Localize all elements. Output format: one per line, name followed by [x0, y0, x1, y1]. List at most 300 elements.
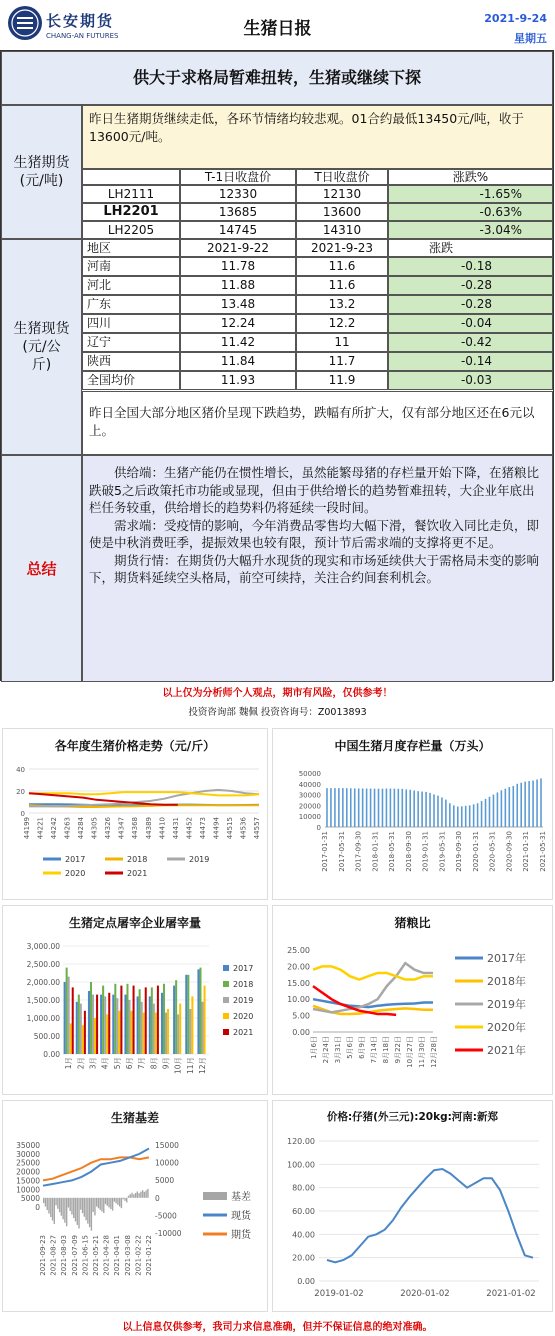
- tick-label: 44305: [90, 817, 99, 840]
- tick-label: 44326: [104, 817, 113, 840]
- spot-prev-price: 11.78: [180, 257, 296, 276]
- tick-label: 2021-07-09: [70, 1235, 79, 1276]
- tick-label: 15.00: [287, 978, 310, 988]
- bar: [137, 996, 139, 1054]
- bar: [374, 789, 376, 827]
- chart-basis-plot: [3, 1121, 267, 1311]
- bar: [102, 986, 104, 1054]
- bar: [509, 787, 511, 827]
- tick-label: 2月24日: [322, 1036, 330, 1064]
- tick-label: 2018-09-30: [404, 831, 413, 872]
- spot-region: 辽宁: [82, 333, 180, 352]
- tick-label: 35000: [16, 1141, 40, 1150]
- bar: [90, 982, 92, 1054]
- chart-title: 各年度生猪价格走势（元/斤）: [54, 739, 216, 753]
- tick-label: 0: [20, 810, 25, 818]
- legend-swatch: [223, 997, 229, 1003]
- bar: [394, 789, 396, 827]
- spot-change: -0.18: [388, 257, 553, 276]
- bar: [50, 1198, 51, 1217]
- tick-label: 0: [35, 1203, 40, 1212]
- bar: [107, 1198, 108, 1206]
- bar: [45, 1198, 46, 1207]
- bar: [334, 788, 336, 827]
- tick-label: -10000: [155, 1229, 182, 1238]
- tick-label: 11月30日: [418, 1036, 426, 1068]
- tick-label: 2021-04-28: [102, 1235, 111, 1276]
- tick-label: 20000: [16, 1167, 40, 1177]
- tick-label: 50000: [298, 770, 321, 778]
- bar: [342, 788, 344, 827]
- bar: [187, 975, 189, 1054]
- report-title: 生猪日报: [243, 19, 312, 39]
- bar: [71, 1198, 72, 1215]
- bar: [469, 805, 471, 827]
- tick-label: 20000: [298, 802, 321, 811]
- report-weekday: 星期五: [514, 32, 547, 45]
- legend-label: 期货: [231, 1230, 251, 1241]
- bar: [120, 986, 122, 1054]
- futures-contract: LH2201: [82, 203, 180, 221]
- tick-label: 1,000.00: [26, 1014, 60, 1023]
- bar: [103, 1198, 104, 1213]
- legend-label: 2020: [233, 1012, 254, 1021]
- summary-futures: 期货行情：在期货仍大幅升水现货的现实和市场延续供大于需格局未变的影响下，期货料延续空头格局，前空可续持，关注合约间套利机会。: [89, 552, 540, 585]
- tick-label: 44284: [77, 817, 86, 840]
- bar: [191, 996, 193, 1054]
- bar: [48, 1198, 49, 1214]
- bar: [82, 1198, 83, 1213]
- futures-close: 14310: [296, 221, 388, 239]
- spot-region: 全国均价: [82, 371, 180, 390]
- tick-label: 120.00: [287, 1137, 315, 1146]
- legend-label: 2017年: [487, 952, 526, 965]
- bar: [382, 789, 384, 827]
- bar: [61, 1198, 62, 1216]
- bar: [94, 1018, 96, 1054]
- bar: [118, 1011, 120, 1054]
- spot-region: 陕西: [82, 352, 180, 371]
- legend-swatch: [223, 981, 229, 987]
- bar: [47, 1198, 48, 1210]
- bar: [540, 778, 542, 827]
- bar: [64, 982, 66, 1054]
- tick-label: 2021-09-23: [39, 1235, 47, 1276]
- tick-label: 2019-01-31: [421, 831, 430, 872]
- bar: [157, 986, 159, 1054]
- series-line: [29, 792, 259, 795]
- bar: [524, 782, 526, 827]
- bar: [84, 1011, 86, 1054]
- bar: [106, 1014, 108, 1054]
- report-date: 2021-9-24: [484, 12, 547, 25]
- tick-label: 44389: [144, 817, 153, 840]
- bar: [59, 1198, 60, 1212]
- bar: [149, 996, 151, 1054]
- tick-label: 44452: [185, 817, 194, 840]
- bar: [88, 991, 90, 1054]
- tick-label: 40: [16, 766, 25, 774]
- tick-label: 5月: [112, 1057, 122, 1070]
- tick-label: 2,500.00: [26, 960, 60, 969]
- legend-label: 2021年: [487, 1044, 526, 1057]
- tick-label: 7月14日: [370, 1036, 378, 1064]
- bar: [390, 789, 392, 827]
- bar: [386, 789, 388, 827]
- bar: [532, 781, 534, 827]
- tick-label: 1月6日: [310, 1036, 318, 1059]
- bar: [445, 800, 447, 827]
- chart-title: 中国生猪月度存栏量（万头）: [334, 739, 491, 753]
- spot-price: 11.9: [296, 371, 388, 390]
- bar: [378, 789, 380, 827]
- bar: [425, 792, 427, 827]
- bar: [104, 996, 106, 1054]
- bar: [96, 995, 98, 1054]
- tick-label: 2021-05-31: [539, 831, 547, 872]
- bar: [516, 784, 518, 827]
- tick-label: 2021-02-22: [134, 1235, 143, 1276]
- bar: [43, 1198, 44, 1203]
- spot-price: 11.6: [296, 257, 388, 276]
- tick-label: 2021-06-15: [81, 1235, 90, 1276]
- tick-label: 5000: [155, 1176, 175, 1186]
- tick-label: -5000: [155, 1211, 177, 1221]
- disclaimer: 以上仅为分析师个人观点，期市有风险，仅供参考！: [162, 688, 393, 699]
- tick-label: 9月22日: [394, 1036, 402, 1064]
- bar: [473, 804, 475, 827]
- spot-prev-price: 11.88: [180, 276, 296, 295]
- summary-supply: 供给端：生猪产能仍在惯性增长，虽然能繁母猪的存栏量开始下降，在猪粮比跌破5之后政策托市功能或显现，但由于供给增长的趋势暂难扭转，大企业年底出栏任务较重，供给增长的趋势料仍将延续一段时间。: [89, 465, 540, 515]
- series-line: [313, 963, 433, 1012]
- legend-label: 2018: [127, 855, 148, 864]
- bar: [101, 1198, 102, 1212]
- bar: [421, 792, 423, 827]
- tick-label: 10.00: [287, 995, 310, 1005]
- bar: [189, 1009, 191, 1054]
- bar: [92, 995, 94, 1054]
- spot-price: 13.2: [296, 295, 388, 314]
- tick-label: 2017-09-30: [354, 831, 363, 872]
- chart-hog-grain-ratio-plot: [273, 926, 552, 1096]
- legend-label: 2017: [233, 964, 254, 973]
- bar: [465, 806, 467, 827]
- bar: [108, 1198, 109, 1208]
- tick-label: 2020-01-31: [471, 831, 480, 872]
- bar: [441, 797, 443, 827]
- spot-region: 四川: [82, 314, 180, 333]
- tick-label: 2020-01-02: [400, 1289, 450, 1299]
- bar: [346, 788, 348, 827]
- bar: [145, 1190, 146, 1197]
- futures-prev-close: 14745: [180, 221, 296, 239]
- tick-label: 0: [155, 1193, 160, 1203]
- bar: [85, 1198, 86, 1220]
- bar: [131, 1011, 133, 1054]
- analyst-info: 投资咨询部 魏佩 投资咨询号：Z0013893: [188, 707, 367, 718]
- bar: [52, 1198, 53, 1221]
- footer-note: 以上信息仅供参考，我司力求信息准确，但并不保证信息的绝对准确。: [122, 1322, 433, 1333]
- chart-price-by-year-plot: [3, 749, 267, 899]
- spot-header-cur: 2021-9-23: [296, 239, 388, 257]
- futures-contract: LH2111: [82, 185, 180, 203]
- bar: [141, 1002, 143, 1054]
- bar: [413, 790, 415, 827]
- bar: [145, 987, 147, 1054]
- bar: [70, 1023, 72, 1054]
- bar: [197, 969, 199, 1054]
- bar: [119, 1198, 120, 1207]
- bar: [358, 788, 360, 827]
- tick-label: 25000: [16, 1158, 40, 1168]
- bar: [117, 1198, 118, 1205]
- tick-label: 44263: [63, 817, 72, 840]
- bar: [493, 795, 495, 827]
- tick-label: 30000: [298, 791, 321, 800]
- tick-label: 2019-09-30: [455, 831, 464, 872]
- tick-label: 10000: [16, 1185, 40, 1195]
- spot-side-label: [1, 239, 82, 455]
- logo-name-cn: 长安期货: [46, 12, 115, 30]
- spot-prev-price: 11.42: [180, 333, 296, 352]
- bar: [124, 995, 126, 1054]
- bar: [417, 791, 419, 827]
- chart-inventory-plot: [273, 749, 552, 899]
- tick-label: 5月6日: [346, 1036, 354, 1059]
- logo-name-en: CHANG-AN FUTURES: [46, 32, 119, 40]
- spot-region: 河南: [82, 257, 180, 276]
- bar: [143, 1013, 145, 1054]
- bar: [126, 984, 128, 1054]
- tick-label: 80.00: [292, 1183, 315, 1193]
- tick-label: 3,000.00: [26, 942, 60, 951]
- futures-header-prev: T-1日收盘价: [180, 169, 296, 185]
- bar: [62, 1198, 63, 1219]
- bar: [366, 789, 368, 827]
- summary-label: 总结: [1, 455, 82, 682]
- bar: [437, 796, 439, 827]
- tick-label: 5.00: [292, 1011, 310, 1021]
- tick-label: 40.00: [292, 1230, 315, 1240]
- bar: [68, 977, 70, 1054]
- summary-body: [82, 455, 553, 682]
- futures-close: 12130: [296, 185, 388, 203]
- bar: [142, 1190, 143, 1198]
- bar: [501, 790, 503, 827]
- legend-label: 2019年: [487, 998, 526, 1011]
- bar: [140, 1192, 141, 1198]
- spot-change: -0.04: [388, 314, 553, 333]
- tick-label: 3月: [88, 1057, 98, 1070]
- bar: [91, 1198, 92, 1231]
- chart-slaughter-plot: [3, 926, 267, 1096]
- spot-header-chg: 涨跌: [388, 239, 553, 257]
- bar: [77, 1198, 78, 1225]
- tick-label: 44515: [225, 817, 234, 840]
- bar: [401, 789, 403, 827]
- bar: [121, 1198, 122, 1208]
- bar: [138, 1193, 139, 1198]
- tick-label: 2021-08-03: [60, 1235, 69, 1276]
- bar: [497, 792, 499, 827]
- bar: [165, 1013, 167, 1054]
- bar: [449, 803, 451, 827]
- bar: [110, 1198, 111, 1209]
- tick-label: 0.00: [297, 1277, 315, 1286]
- series-line: [327, 1169, 533, 1262]
- spot-prev-price: 13.48: [180, 295, 296, 314]
- spot-change: -0.42: [388, 333, 553, 352]
- tick-label: 2月: [76, 1057, 86, 1070]
- tick-label: 2018-05-31: [388, 831, 397, 872]
- spot-prev-price: 11.93: [180, 371, 296, 390]
- tick-label: 1月: [64, 1057, 74, 1070]
- bar: [354, 788, 356, 827]
- bar: [173, 986, 175, 1054]
- bar: [98, 1198, 99, 1208]
- bar: [128, 1196, 129, 1198]
- bar: [177, 1014, 179, 1054]
- spot-unit-2: 斤): [31, 357, 52, 373]
- futures-header-name: [82, 169, 180, 185]
- tick-label: 9月: [161, 1057, 171, 1070]
- legend-label: 2020年: [487, 1021, 526, 1034]
- bar: [80, 1198, 81, 1210]
- tick-label: 2017-05-31: [337, 831, 346, 872]
- bar: [70, 1198, 71, 1211]
- bar: [131, 1193, 132, 1198]
- tick-label: 2021-01-02: [486, 1289, 536, 1299]
- tick-label: 10月27日: [406, 1036, 414, 1068]
- tick-label: 20.00: [292, 1253, 315, 1263]
- tick-label: 44431: [171, 817, 180, 840]
- chart-basis: [2, 1100, 268, 1312]
- bar: [185, 975, 187, 1054]
- legend-label: 2020: [65, 869, 86, 878]
- bar: [144, 1192, 145, 1198]
- series-line: [29, 793, 178, 805]
- legend-swatch: [223, 965, 229, 971]
- bar: [409, 790, 411, 827]
- legend-label: 2018: [233, 980, 254, 989]
- chart-title: 生猪定点屠宰企业屠宰量: [68, 916, 201, 930]
- bar: [485, 799, 487, 827]
- tick-label: 2020-05-31: [488, 831, 497, 872]
- chart-piglet-price-plot: [273, 1121, 552, 1311]
- tick-label: 2021-08-27: [49, 1235, 58, 1276]
- tick-label: 6月9日: [358, 1036, 366, 1059]
- bar: [398, 789, 400, 827]
- tick-label: 25.00: [287, 946, 310, 955]
- bar: [536, 779, 538, 827]
- bar: [477, 803, 479, 827]
- bar: [512, 786, 514, 827]
- spot-change: -0.28: [388, 295, 553, 314]
- bar: [75, 1198, 76, 1222]
- spot-label: 生猪现货: [13, 321, 70, 337]
- series-line: [313, 966, 433, 979]
- tick-label: 2019-01-02: [314, 1289, 364, 1299]
- futures-header-chg: 涨跌%: [388, 169, 553, 185]
- bar: [112, 995, 114, 1054]
- tick-label: 60.00: [292, 1207, 315, 1216]
- bar: [92, 1198, 93, 1212]
- bar: [429, 793, 431, 827]
- bar: [116, 998, 118, 1054]
- tick-label: 15000: [16, 1176, 40, 1186]
- tick-label: 30000: [16, 1149, 40, 1159]
- chart-piglet-price: [272, 1100, 553, 1312]
- bar: [163, 984, 165, 1054]
- tick-label: 2017-01-31: [321, 831, 329, 872]
- tick-label: 2019-05-31: [438, 831, 447, 872]
- tick-label: 44557: [253, 817, 261, 840]
- futures-header-cur: T日收盘价: [296, 169, 388, 185]
- bar: [453, 805, 455, 827]
- tick-label: 3月31日: [334, 1036, 342, 1064]
- bar: [78, 1198, 79, 1229]
- bar: [147, 1189, 148, 1198]
- futures-prev-close: 12330: [180, 185, 296, 203]
- tick-label: 500.00: [33, 1032, 60, 1041]
- tick-label: 2021-03-08: [123, 1235, 132, 1276]
- bar: [155, 1013, 157, 1054]
- tick-label: 4月: [100, 1057, 110, 1070]
- report-headline: 供大于求格局暂难扭转，生猪或继续下探: [1, 51, 553, 105]
- bar: [114, 1198, 115, 1202]
- chart-hog-grain-ratio: [272, 905, 553, 1095]
- legend-swatch: [223, 1013, 229, 1019]
- report-header: [0, 0, 555, 48]
- legend-label: 2019: [189, 855, 210, 864]
- bar: [153, 1004, 155, 1054]
- bar: [350, 788, 352, 827]
- tick-label: 0.00: [292, 1028, 310, 1037]
- legend-label: 现货: [231, 1211, 251, 1222]
- legend-label: 2019: [233, 996, 254, 1005]
- bar: [78, 995, 80, 1054]
- bar: [405, 789, 407, 827]
- bar: [112, 1198, 113, 1211]
- chart-title: 价格:仔猪(外三元):20kg:河南:新郑: [326, 1111, 498, 1123]
- legend-swatch: [223, 1029, 229, 1035]
- bar: [94, 1198, 95, 1216]
- bar: [139, 989, 141, 1054]
- futures-comment: 昨日生猪期货继续走低，各环节情绪均较悲观。01合约最低13450元/吨，收于13600元/吨。: [82, 105, 553, 169]
- futures-change: -1.65%: [388, 185, 553, 203]
- bar: [133, 1194, 134, 1197]
- legend-label: 基差: [231, 1192, 251, 1203]
- bar: [126, 1198, 127, 1203]
- spot-price: 12.2: [296, 314, 388, 333]
- tick-label: 2018-01-31: [371, 831, 380, 872]
- bar: [520, 783, 522, 827]
- report-table: [0, 50, 554, 681]
- tick-label: 7月: [137, 1057, 147, 1070]
- tick-label: 15000: [155, 1141, 179, 1150]
- tick-label: 20: [16, 788, 25, 796]
- bar: [505, 789, 507, 827]
- bar: [64, 1198, 65, 1223]
- tick-label: 10000: [155, 1158, 179, 1168]
- bar: [89, 1198, 90, 1227]
- tick-label: 44221: [36, 817, 45, 840]
- bar: [433, 794, 435, 827]
- tick-label: 2021-01-31: [522, 831, 531, 872]
- bar: [161, 993, 163, 1054]
- bar: [201, 1002, 203, 1054]
- bar: [137, 1191, 138, 1197]
